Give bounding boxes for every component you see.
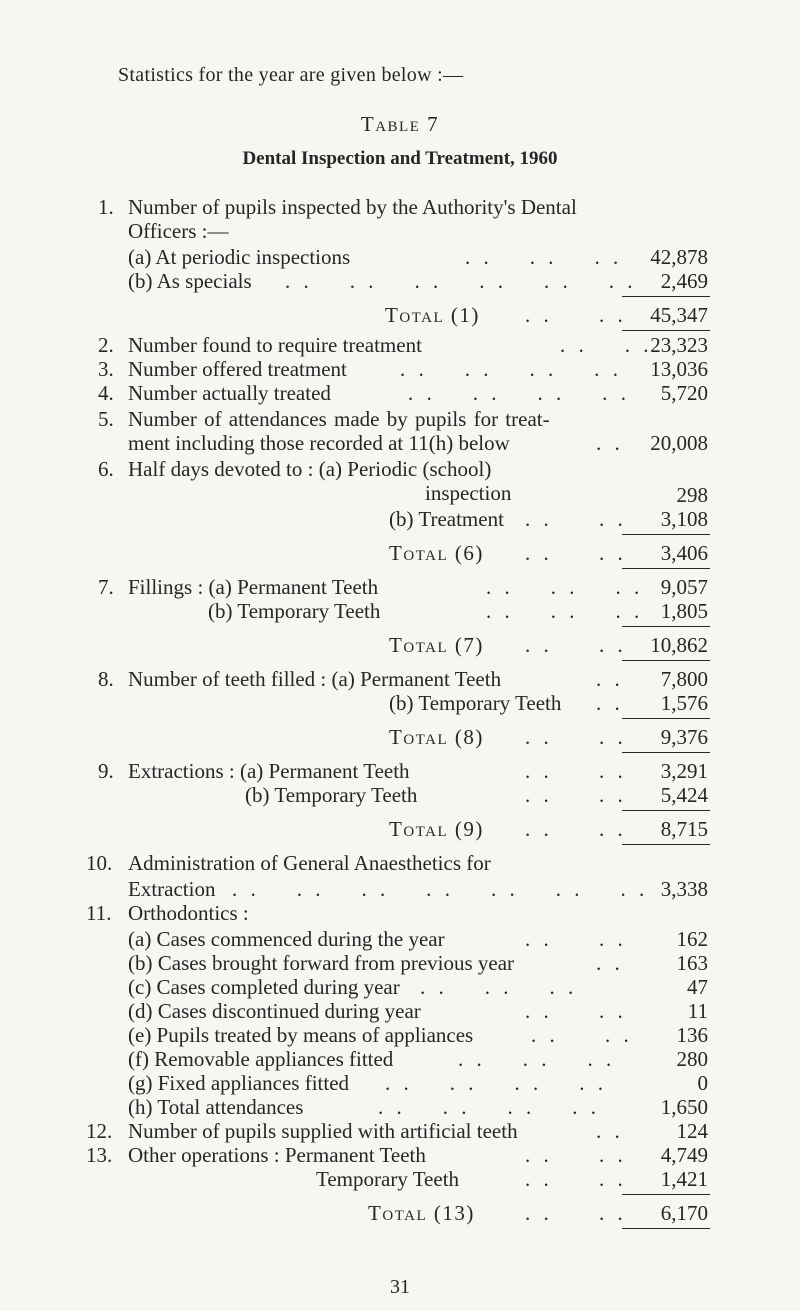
row-value: 10,862 [650,633,708,657]
row-label: Number found to require treatment [128,333,422,357]
row-number: 13. [86,1143,113,1167]
leader-dots: . . . . . . . . [408,381,630,405]
sum-rule [622,534,710,535]
row-value: 4,749 [660,1143,708,1167]
leader-dots: . . . . [525,1143,627,1167]
leader-dots: . . . . [525,927,627,951]
row-number: 8. [98,667,114,691]
row-label: Half days devoted to : (a) Periodic (school) [128,457,492,481]
total-label: Total (13) [368,1201,475,1225]
row-label: Extraction [128,877,216,901]
row-label: (c) Cases completed during year [128,975,400,999]
row-label: (b) Temporary Teeth [208,599,381,623]
row-label: (b) As specials [128,269,252,293]
row-value: 13,036 [650,357,708,381]
row-value: 3,108 [660,507,708,531]
row-label: Number actually treated [128,381,331,405]
row-value: 8,715 [660,817,708,841]
row-label: Officers :— [128,219,229,243]
row-value: 47 [687,975,708,999]
page-number: 31 [390,1276,410,1298]
row-value: 1,805 [660,599,708,623]
row-number: 4. [98,381,114,405]
leader-dots: . . . . [525,817,627,841]
row-label: (f) Removable appliances fitted [128,1047,394,1071]
row-label: Other operations : Permanent Teeth [128,1143,426,1167]
sum-rule [622,330,710,331]
row-number: 12. [86,1119,113,1143]
sum-rule [622,844,710,845]
row-value: 6,170 [660,1201,708,1225]
row-label: Number of pupils inspected by the Authority's Dental [128,195,577,219]
leader-dots: . . . . . . [486,575,644,599]
row-label: Temporary Teeth [316,1167,460,1191]
row-label: (a) Cases commenced during the year [128,927,445,951]
row-value: 124 [676,1119,708,1143]
row-label: Administration of General Anaesthetics for [128,851,491,875]
row-value: 136 [676,1023,708,1047]
leader-dots: . . [596,667,624,691]
row-value: 162 [676,927,708,951]
leader-dots: . . . . . . . . [378,1095,600,1119]
sum-rule [622,810,710,811]
row-number: 7. [98,575,114,599]
row-label: (d) Cases discontinued during year [128,999,421,1023]
row-label: Fillings : (a) Permanent Teeth [128,575,379,599]
row-value: 1,576 [660,691,708,715]
leader-dots: . . . . . . . . . . . . [285,269,637,293]
leader-dots: . . [596,431,624,455]
leader-dots: . . . . [525,541,627,565]
row-number: 5. [98,407,114,431]
total-label: Total (1) [385,303,480,327]
leader-dots: . . . . [531,1023,633,1047]
leader-dots: . . . . . . [420,975,578,999]
row-value: 20,008 [650,431,708,455]
row-value: 3,291 [660,759,708,783]
total-label: Total (6) [389,541,484,565]
row-value: 23,323 [650,333,708,357]
row-value: 9,057 [660,575,708,599]
row-label: (b) Temporary Teeth [389,691,562,715]
leader-dots: . . . . . . . . [385,1071,607,1095]
row-number: 3. [98,357,114,381]
row-value: 2,469 [660,269,708,293]
leader-dots: . . . . [525,633,627,657]
row-label: (g) Fixed appliances fitted [128,1071,350,1095]
leader-dots: . . . . . . [458,1047,616,1071]
leader-dots: . . [596,691,624,715]
row-value: 5,720 [660,381,708,405]
row-label: (h) Total attendances [128,1095,304,1119]
row-value: 1,650 [660,1095,708,1119]
leader-dots: . . . . . . . . . . . . . . [232,877,649,901]
row-value: 5,424 [660,783,708,807]
total-label: Total (7) [389,633,484,657]
total-label: Total (8) [389,725,484,749]
row-value: 7,800 [660,667,708,691]
row-value: 1,421 [660,1167,708,1191]
row-value: 11 [687,999,708,1023]
sum-rule [622,752,710,753]
leader-dots: . . . . [525,507,627,531]
leader-dots: . . . . [525,725,627,749]
row-label: (b) Cases brought forward from previous year [128,951,515,975]
sum-rule [622,1228,710,1229]
row-label: Orthodontics : [128,901,249,925]
row-value: 45,347 [650,303,708,327]
leader-dots: . . . . . . [486,599,644,623]
row-label: (b) Temporary Teeth [245,783,418,807]
row-number: 2. [98,333,114,357]
row-label: (a) At periodic inspections [128,245,351,269]
leader-dots: . . [596,1119,624,1143]
row-label: Number of attendances made by pupils for treat- [128,407,550,431]
row-value: 9,376 [660,725,708,749]
sum-rule [622,296,710,297]
leader-dots: . . . . [525,303,627,327]
row-value: 0 [697,1071,708,1095]
sum-rule [622,660,710,661]
row-value: 280 [676,1047,708,1071]
leader-dots: . . . . . . [465,245,623,269]
row-label: ment including those recorded at 11(h) below [128,431,510,455]
row-value: 3,338 [660,877,708,901]
sum-rule [622,626,710,627]
leader-dots: . . . . . . . . [400,357,622,381]
row-number: 9. [98,759,114,783]
leader-dots: . . [596,951,624,975]
row-value: 298 [676,483,708,507]
leader-dots: . . . . [525,1201,627,1225]
sum-rule [622,1194,710,1195]
row-label: Number of pupils supplied with artificial teeth [128,1119,518,1143]
row-number: 1. [98,195,114,219]
sum-rule [622,718,710,719]
row-label: inspection [425,481,512,505]
leader-dots: . . . . [525,783,627,807]
intro-text: Statistics for the year are given below :— [118,64,464,86]
row-label: Number offered treatment [128,357,347,381]
row-value: 163 [676,951,708,975]
table-subtitle: Dental Inspection and Treatment, 1960 [242,148,558,169]
row-value: 3,406 [660,541,708,565]
row-number: 6. [98,457,114,481]
table-title: Table 7 [360,112,440,136]
leader-dots: . . . . [525,1167,627,1191]
total-label: Total (9) [389,817,484,841]
row-label: Number of teeth filled : (a) Permanent Teeth [128,667,502,691]
row-label: (b) Treatment [389,507,504,531]
leader-dots: . . . . [525,759,627,783]
sum-rule [622,568,710,569]
row-number: 10. [86,851,113,875]
row-label: Extractions : (a) Permanent Teeth [128,759,410,783]
leader-dots: . . . . [525,999,627,1023]
row-number: 11. [86,901,112,925]
row-value: 42,878 [650,245,708,269]
row-label: (e) Pupils treated by means of appliances [128,1023,474,1047]
leader-dots: . . . . [560,333,653,357]
